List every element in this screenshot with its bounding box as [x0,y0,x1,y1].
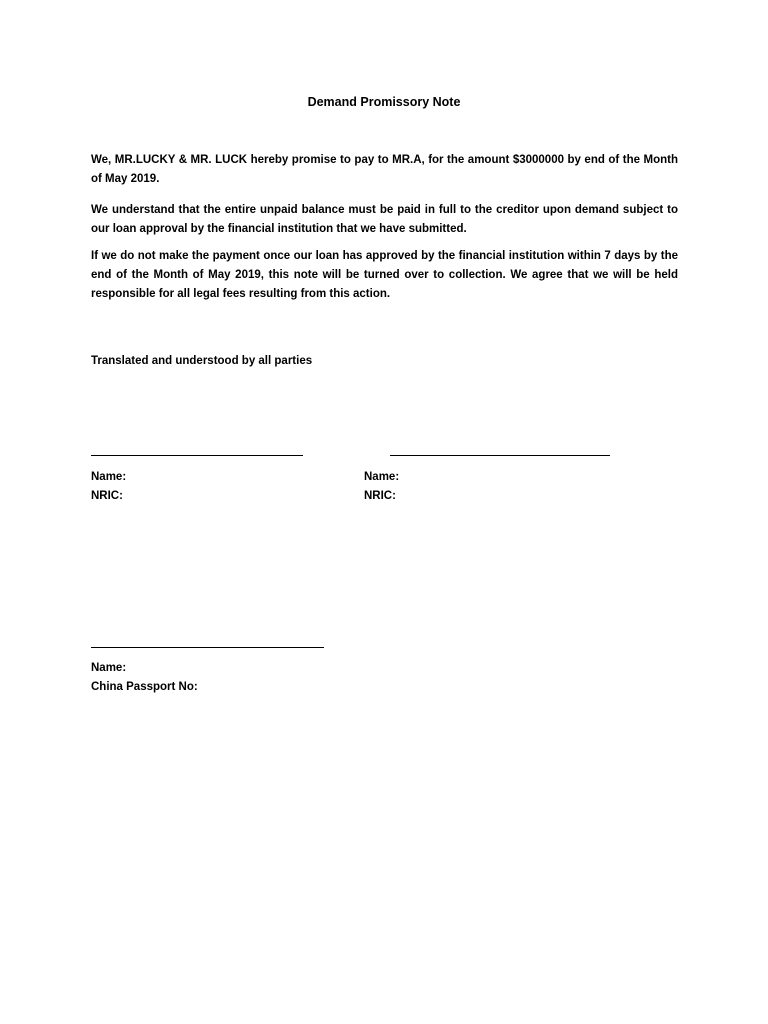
collection-paragraph: If we do not make the payment once our loan has approved by the financial institution within 7 days by the end of the Month of May 2019, this note will be turned over to collection. We agree that we will be held responsible for all legal fees resulting from this action. [91,250,678,300]
signature-1-name-label: Name: [91,471,127,483]
unpaid-balance-paragraph: We understand that the entire unpaid balance must be paid in full to the creditor upon demand subject to our loan approval by the financial institution that we have submitted. [91,204,678,235]
signature-3-passport-label: China Passport No: [91,681,198,693]
signature-2-name-label: Name: [364,471,400,483]
signature-1-nric-label: NRIC: [91,490,123,502]
signature-line-2 [390,455,610,456]
promise-paragraph: We, MR.LUCKY & MR. LUCK hereby promise to pay to MR.A, for the amount $3000000 by end of the Month of May 2019. [91,154,678,185]
document-title: Demand Promissory Note [307,95,461,109]
signature-line-1 [91,455,303,456]
signature-2-nric-label: NRIC: [364,490,396,502]
translation-statement: Translated and understood by all parties [91,355,313,367]
signature-3-name-label: Name: [91,662,127,674]
signature-line-3 [91,647,324,648]
